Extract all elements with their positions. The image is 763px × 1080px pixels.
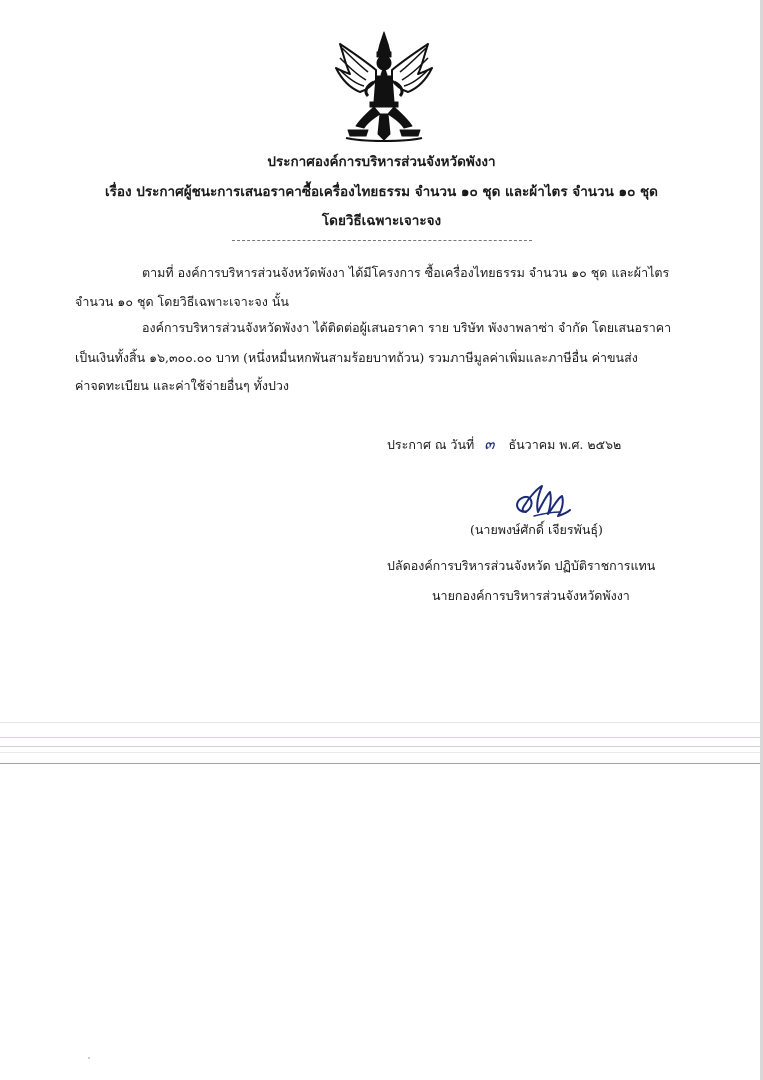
- section-divider: [232, 240, 532, 241]
- paragraph-2-line-1: องค์การบริหารส่วนจังหวัดพังงา ได้ติดต่อผู้เสนอราคา ราย บริษัท พังงาพลาซ่า จำกัด โดยเสนอราคา: [142, 320, 672, 335]
- date-month-year: ธันวาคม พ.ศ. ๒๕๖๒: [508, 437, 622, 452]
- paragraph-2-line-3: ค่าจดทะเบียน และค่าใช้จ่ายอื่นๆ ทั้งปวง: [75, 378, 290, 393]
- garuda-emblem-icon: [334, 30, 434, 145]
- scan-artifact-line: [0, 746, 763, 747]
- announcement-date: [387, 432, 621, 456]
- signatory-position-2: นายกองค์การบริหารส่วนจังหวัดพังงา: [432, 588, 630, 603]
- scan-artifact-line: [0, 763, 763, 764]
- announcement-title: ประกาศองค์การบริหารส่วนจังหวัดพังงา: [267, 154, 496, 170]
- handwritten-signature-icon: [508, 482, 574, 524]
- signatory-position-1: ปลัดองค์การบริหารส่วนจังหวัด ปฏิบัติราชการแทน: [387, 558, 656, 573]
- date-prefix: ประกาศ ณ วันที่: [387, 437, 475, 452]
- scan-artifact-line: [0, 722, 763, 723]
- scan-speck: [88, 1057, 90, 1059]
- paragraph-1-line-2: จำนวน ๑๐ ชุด โดยวิธีเฉพาะเจาะจง นั้น: [75, 294, 289, 309]
- signatory-name: (นายพงษ์ศักดิ์ เจียรพันธุ์): [470, 522, 603, 537]
- date-day-handwritten: ๓: [484, 435, 495, 453]
- scan-artifact-line: [0, 737, 763, 738]
- procurement-method: โดยวิธีเฉพาะเจาะจง: [321, 213, 442, 229]
- scan-artifact-line: [0, 752, 763, 753]
- paragraph-1-line-1: ตามที่ องค์การบริหารส่วนจังหวัดพังงา ได้มีโครงการ ซื้อเครื่องไทยธรรม จำนวน ๑๐ ชุด และผ้าไตร: [142, 265, 670, 280]
- announcement-subject: เรื่อง ประกาศผู้ชนะการเสนอราคาซื้อเครื่องไทยธรรม จำนวน ๑๐ ชุด และผ้าไตร จำนวน ๑๐ ชุด: [105, 184, 658, 200]
- paragraph-2-line-2: เป็นเงินทั้งสิ้น ๑๖,๓๐๐.๐๐ บาท (หนึ่งหมื่นหกพันสามร้อยบาทถ้วน) รวมภาษีมูลค่าเพิ่มและภาษีอื่น ค่าขนส่ง: [75, 350, 638, 365]
